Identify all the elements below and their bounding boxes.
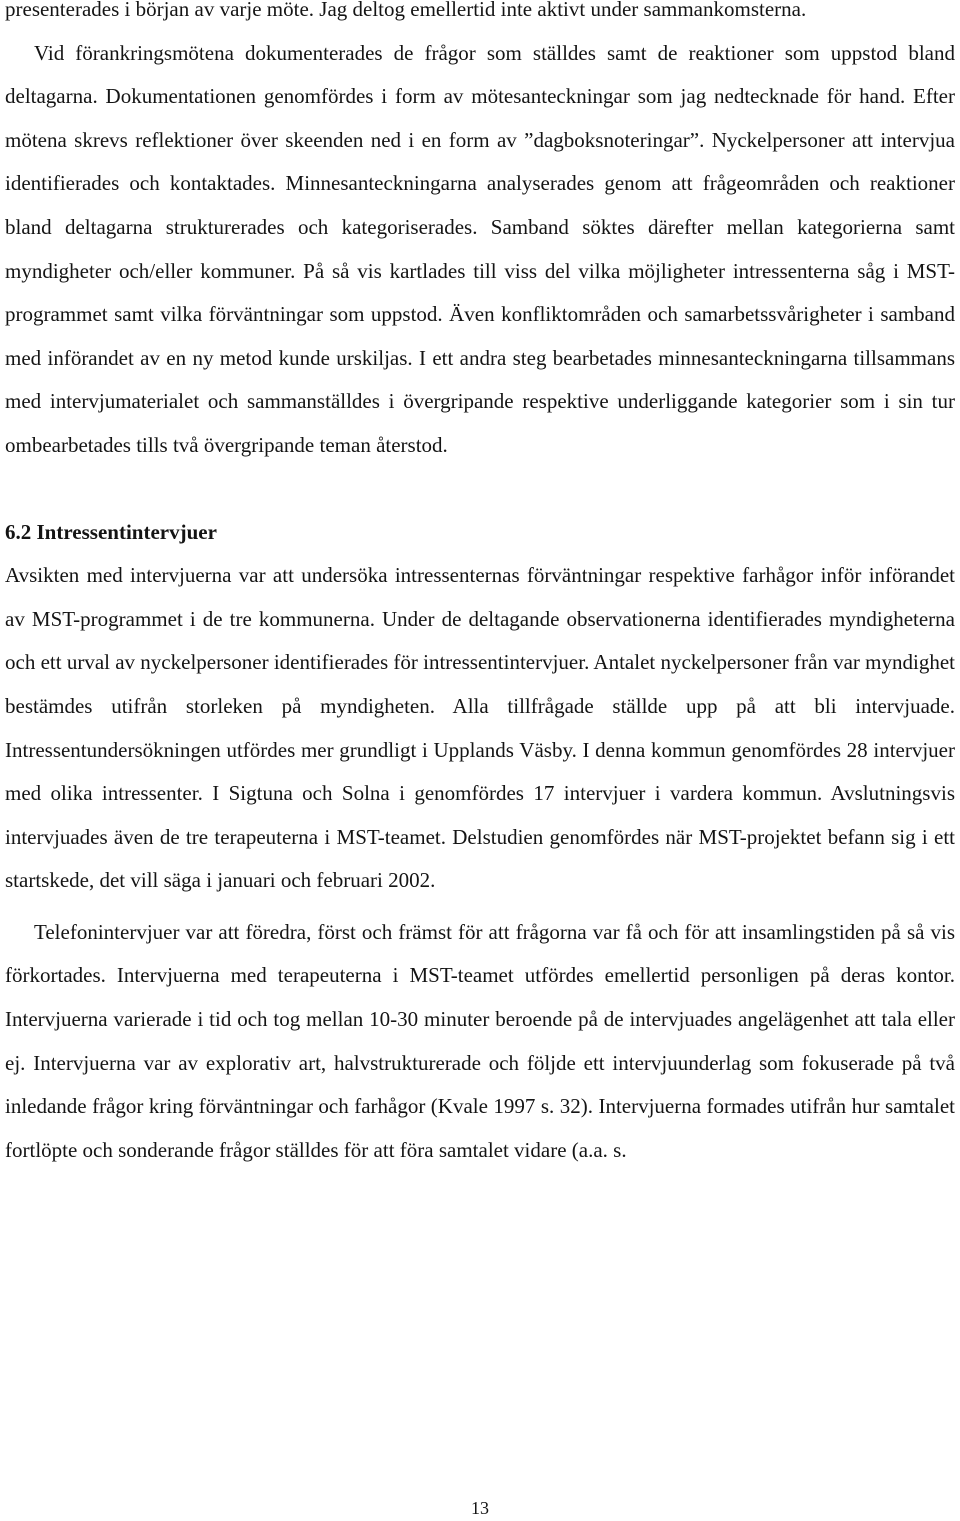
section-heading: 6.2 Intressentintervjuer (5, 519, 217, 544)
paragraph-continuation: presenterades i början av varje möte. Jag deltog emellertid inte aktivt under sammankomsterna. (5, 0, 807, 21)
paragraph-meeting-documentation: Vid förankringsmötena dokumenterades de frågor som ställdes samt de reaktioner som uppstod bland deltagarna. Dokumentationen genomfördes i form av mötesanteckningar som jag nedtecknade för hand. Efter mötena skrevs reflektioner över skeenden ned i en form av ”dagboksnoteringar”. Nyckelpersoner att intervjua identifierades och kontaktades. Minnesanteckningarna analyserades genom att frågeområden och reaktioner bland deltagarna strukturerades och kategoriserades. Samband söktes därefter mellan kategorierna samt myndigheter och/eller kommuner. På så vis kartlades till viss del vilka möjligheter intressenterna såg i MST-programmet samt vilka förväntningar som uppstod. Även konfliktområden och samarbetssvårigheter i samband med införandet av en ny metod kunde urskiljas. I ett andra steg bearbetades minnesanteckningarna tillsammans med intervjumaterialet och sammanställdes i övergripande respektive underliggande kategorier som i sin tur ombearbetades tills två övergripande teman återstod. (5, 40, 955, 457)
document-page (5, 0, 955, 1172)
paragraph-phone-interviews: Telefonintervjuer var att föredra, först och främst för att frågorna var få och för att insamlingstiden på så vis förkortades. Intervjuerna med terapeuterna i MST-teamet utfördes emellertid personligen på deras kontor. Intervjuerna varierade i tid och tog mellan 10-30 minuter beroende på de intervjuades angelägenhet att tala eller ej. Intervjuerna var av explorativ art, halvstrukturerade och följde ett intervjuunderlag som fokuserade på två inledande frågor kring förväntningar och farhågor (Kvale 1997 s. 32). Intervjuerna formades utifrån hur samtalet fortlöpte och sonderande frågor ställdes för att föra samtalet vidare (a.a. s. (5, 919, 955, 1162)
paragraph-interview-purpose: Avsikten med intervjuerna var att undersöka intressenternas förväntningar respektive farhågor inför införandet av MST-programmet i de tre kommunerna. Under de deltagande observationerna identifierades myndigheterna och ett urval av nyckelpersoner identifierades för intressentintervjuer. Antalet nyckelpersoner från var myndighet bestämdes utifrån storleken på myndigheten. Alla tillfrågade ställde upp på att bli intervjuade. Intressentundersökningen utfördes mer grundligt i Upplands Väsby. I denna kommun genomfördes 28 intervjuer med olika intressenter. I Sigtuna och Solna i genomfördes 17 intervjuer i vardera kommun. Avslutningsvis intervjuades även de tre terapeuterna i MST-teamet. Delstudien genomfördes när MST-projektet befann sig i ett startskede, det vill säga i januari och februari 2002. (5, 563, 955, 893)
page-number: 13 (471, 1498, 489, 1518)
